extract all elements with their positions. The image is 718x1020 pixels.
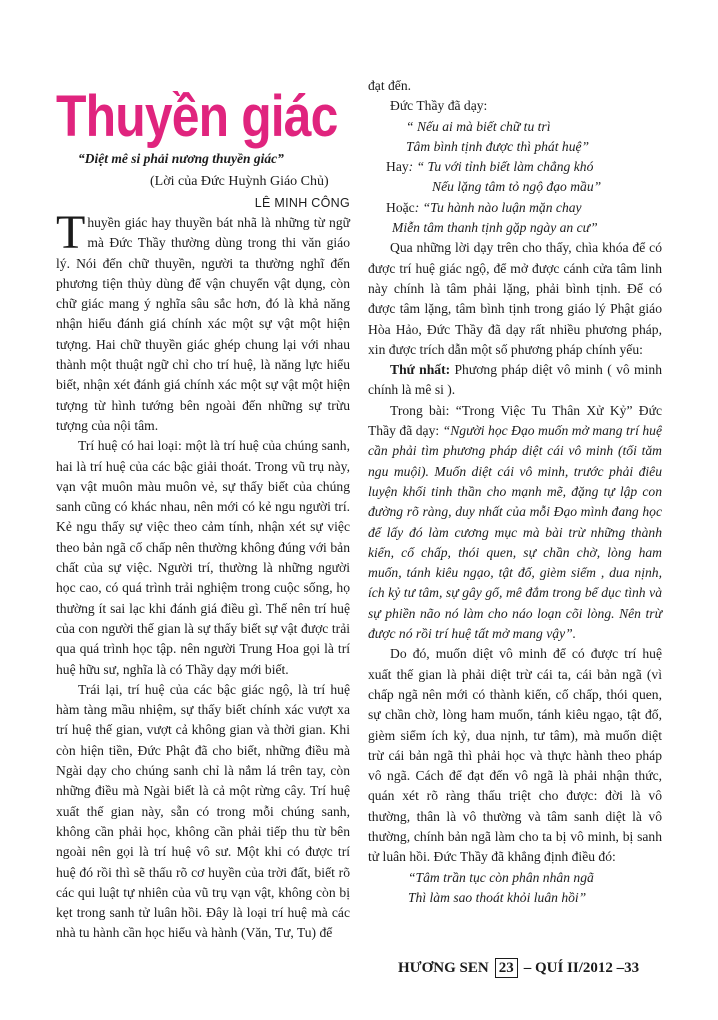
author-name: LÊ MINH CÔNG — [254, 196, 350, 210]
continuation-text: đạt đến. — [368, 78, 412, 93]
epigraph: “Diệt mê si phải nương thuyền giác” — [78, 151, 284, 166]
intro-line: Đức Thầy đã dạy: — [390, 98, 488, 114]
issue-number: 23 — [495, 958, 518, 978]
verse-2a: : “ Tu với tỉnh biết làm chẳng khó — [408, 159, 594, 175]
epigraph-source: (Lời của Đức Huỳnh Giáo Chủ) — [150, 174, 329, 189]
verse-2a-line — [368, 157, 662, 177]
paragraph-4: Qua những lời dạy trên cho thấy, chìa khóa để có được trí huệ giác ngộ, để mở được cánh cửa tâm linh này chính là tâm phải lặng, phải bình tịnh. Để có được tâm lặng, tâm bình tịnh trong giáo lý Phật giáo Hòa Hảo, Đức Thầy đã dạy rất nhiều phương pháp, xin được trích dẫn một số phương pháp chính yếu: — [368, 240, 662, 357]
paragraph-6-quote: “Người học Đạo muốn mở mang trí huệ cần phải tìm phương pháp diệt cái vô minh (tối tăm ngu muội). Muốn diệt cái vô minh, trước phải điêu luyện khối tinh thần cho mạnh mẽ, đặng tự lập con đường rõ ràng, duy nhất của mỗi Đạo mình đang học để lấy đó làm cương mục mà bài trừ những thành kiến, cố chấp, thói quen, sự chần chờ, lòng ham muốn, tánh kiêu ngạo, tật đố, gièm siểm , dua nịnh, ích kỷ tư tâm, sự gây gổ, mê đắm trong bể dục tình và sự phiền não nó làm cho náo loạn cõi lòng. Nên trừ được nó rồi trí huệ tất mở mang vậy”. — [368, 423, 662, 642]
page-number: 33 — [624, 959, 640, 976]
first-method-label: Thứ nhất: — [390, 362, 451, 378]
verse-4b: Thì làm sao thoát khỏi luân hồi” — [408, 889, 587, 905]
paragraph-2: Trí huệ có hai loại: một là trí huệ của chúng sanh, hai là trí huệ của các bậc giải thoát. Trong vũ trụ này, vạn vật muôn màu muôn vẻ, sự thấy biết của chúng sanh cũng có khác nhau, nên mới có kẻ ngu người trí. Kẻ ngu thấy sự việc theo cảm tính, nhận xét sự việc theo bản ngã cố chấp nên thường không đúng với bản chất của sự việc. Người trí, thường là những người học cao, có quá trình trải nghiệm trong cuộc sống, họ thường ít sai lạc khi đánh giá điều gì. Thế nên trí huệ của con người thế gian là sự thấy biết sự vật được trải qua quá trình học tập. nên người Trung Hoa gọi là trí huệ hữu sư, nghĩa là có Thầy dạy mới biết. — [56, 438, 350, 677]
hoac-label: Hoặc — [386, 199, 415, 215]
left-column-body — [56, 206, 350, 944]
verse-3b: Miễn tâm thanh tịnh gặp ngày an cư” — [392, 220, 598, 236]
paragraph-1-text: huyền giác hay thuyền bát nhã là những từ ngữ mà Đức Thầy thường dùng trong thi văn giáo lý. Nói đến chữ thuyền, người ta thường nghĩ đến phương tiện thủy dùng để vận chuyển vật dụng, còn chữ giác mang ý nghĩa sâu sắc hơn, đó là khả năng nhận hiểu đánh giá chính xác một sự vật một hiện tượng. Hai chữ thuyền giác ghép chung lại với nhau thành một thuật ngữ chỉ cho trí huệ, là năng lực hiểu biết, nhận xét đánh giá chính xác một sự vật một hiện tượng từ hình tướng bên ngoài đến những sự trừu tượng của nội tâm. — [56, 215, 350, 433]
paragraph-1 — [56, 206, 350, 436]
paragraph-3: Trái lại, trí huệ của các bậc giác ngộ, là trí huệ hàm tàng mầu nhiệm, sự thấy biết chính xác vượt xa trí huệ thế gian, vượt cả không gian và thời gian. Khi còn hiện tiền, Đức Phật đã cho biết, những điều mà Ngài dạy cho chúng sanh chỉ là nắm lá trên tay, còn những điều mà Ngài biết là cả một rừng cây. Trí huệ xuất thế gian này, sẵn có trong mỗi chúng sanh, không cần phải học, không cần phải tiếp thu từ bên ngoài nên gọi là trí huệ vô sư. Một khi có được trí huệ đó rồi thì sẽ thấu rõ cơ huyền của trời đất, biết rõ các qui luật tự nhiên của vũ trụ vạn vật, không còn bị kẹt trong sanh tử luân hồi. Đây là loại trí huệ mà các nhà tu hành cần học hiểu và hành (Văn, Tư, Tu) để — [56, 681, 350, 941]
verse-2b: Nếu lặng tâm tỏ ngộ đạo mầu” — [432, 179, 602, 195]
drop-cap: T — [56, 206, 86, 259]
verse-1a: “ Nếu ai mà biết chữ tu trì — [406, 118, 551, 134]
page-footer — [398, 957, 668, 979]
verse-1b: Tâm bình tịnh được thì phát huệ” — [406, 138, 590, 154]
right-column-body — [368, 76, 662, 908]
issue-period: – QUÍ II/2012 – — [523, 959, 625, 976]
verse-3a-line — [368, 198, 662, 218]
first-method-text: Phương pháp diệt vô minh ( vô minh chính là mê si ). — [368, 362, 662, 398]
hay-label: Hay — [386, 159, 409, 175]
paragraph-6-lead: Trong bài: “Trong Việc Tu Thân Xử Kỷ” Đức Thầy đã dạy: — [368, 402, 662, 439]
magazine-name: HƯƠNG SEN — [398, 959, 489, 976]
paragraph-7: Do đó, muốn diệt vô minh để có được trí huệ xuất thế gian là phải diệt trừ cái ta, cái bản ngã (vì chấp ngã nên mới có thành kiến, cố chấp, thói quen, sự chần chờ, lòng ham muốn, tánh kiêu ngạo, tật đố, gièm siểm ích kỷ, dua nịnh, tư tâm), mà muốn diệt trừ cái bản ngã thì phải học và thực hành theo pháp vô ngã. Cách để đạt đến vô ngã là phải nhận thức, quán xét rõ ràng thấu triệt cho được: đời là vô thường, thân là vô thường và tâm sanh diệt là vô thường, chính bản ngã làm cho ta bị vô minh, bị sanh tử luân hồi. Đức Thầy đã khẳng định điều đó: — [368, 646, 662, 865]
article-title: Thuyền giác — [56, 84, 338, 149]
verse-4a: “Tâm trần tục còn phân nhân ngã — [408, 869, 594, 885]
verse-3a: : “Tu hành nào luận mặn chay — [414, 199, 582, 215]
paragraph-6 — [368, 401, 662, 645]
paragraph-5 — [368, 360, 662, 401]
